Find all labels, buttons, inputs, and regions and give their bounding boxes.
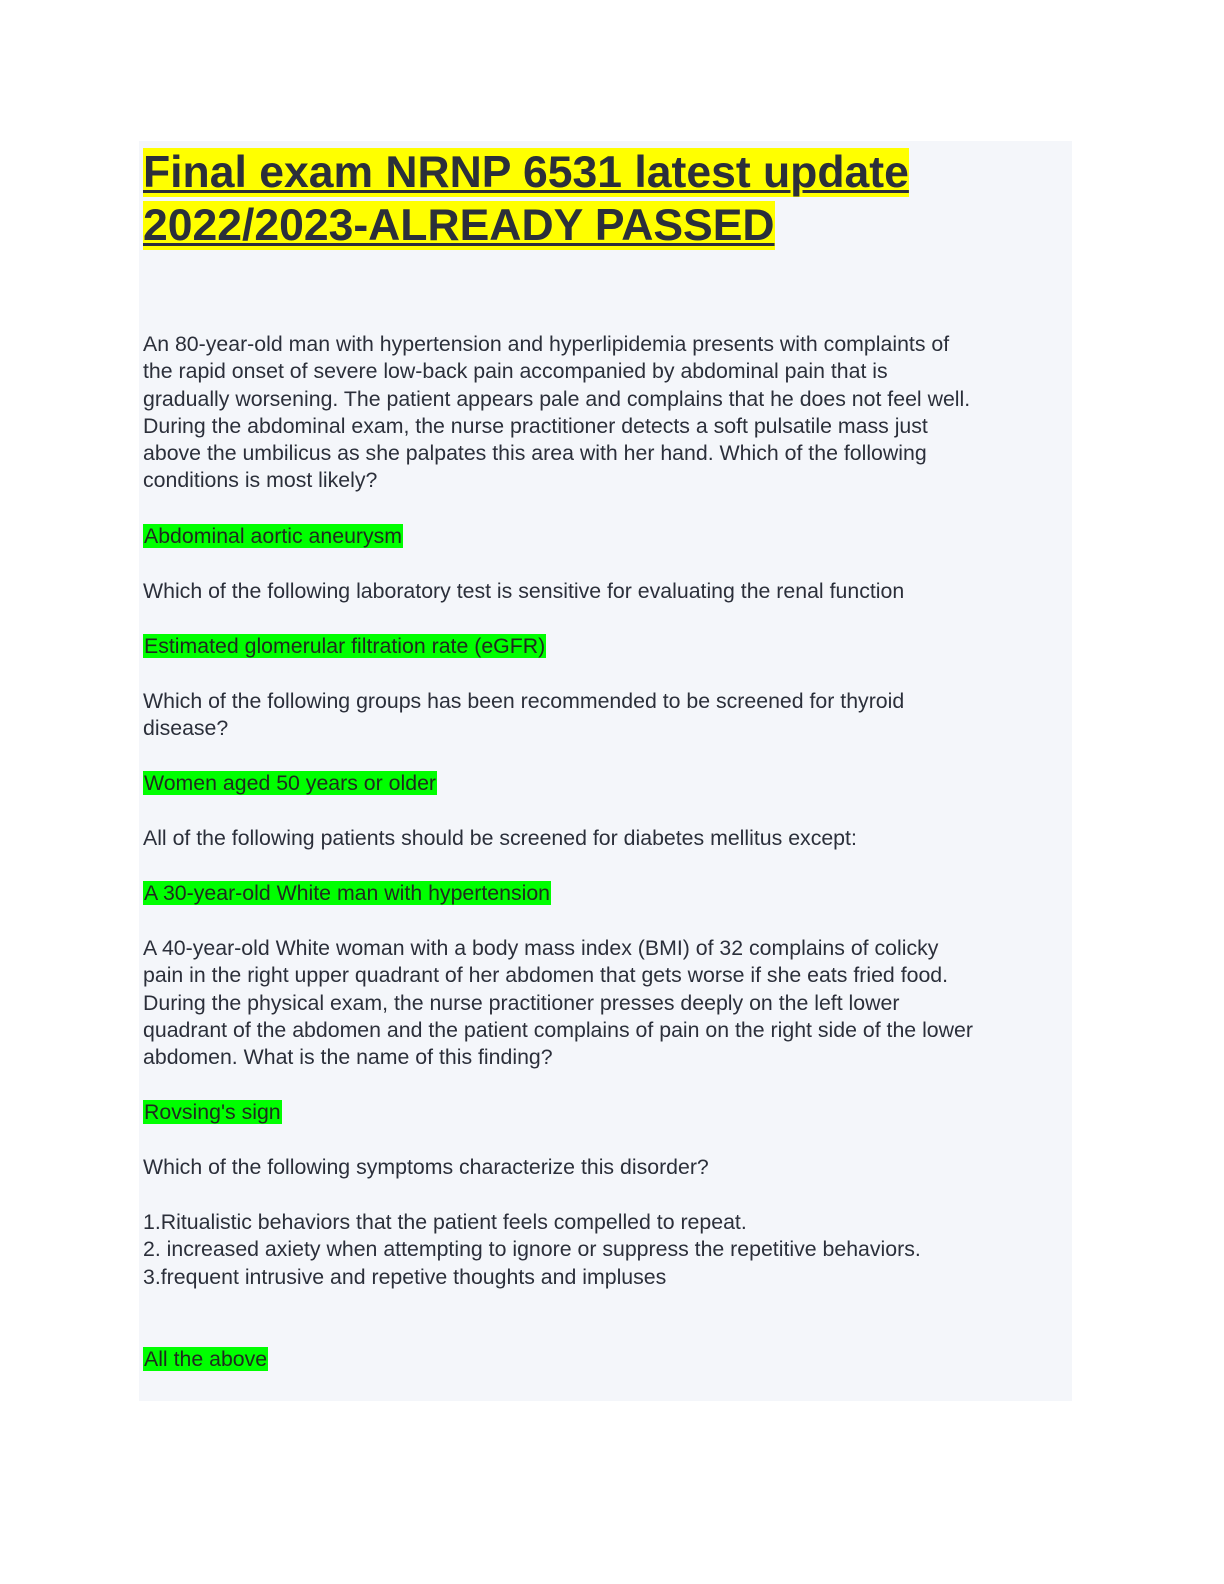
question-5-line-1: A 40-year-old White woman with a body mass index (BMI) of 32 complains of colicky	[143, 936, 939, 960]
question-2	[143, 578, 904, 605]
question-4	[143, 825, 857, 852]
question-1-line-5: above the umbilicus as she palpates this area with her hand. Which of the following	[143, 441, 927, 466]
list-item-1: 1.Ritualistic behaviors that the patient feels compelled to repeat.	[143, 1210, 747, 1234]
answer-3: Women aged 50 years or older	[144, 771, 437, 795]
question-5	[143, 935, 973, 1071]
answer-4: A 30-year-old White man with hypertension	[144, 881, 551, 905]
question-1	[143, 331, 970, 495]
question-5-line-4: quadrant of the abdomen and the patient complains of pain on the right side of the lower	[143, 1017, 973, 1042]
question-1-line-6: conditions is most likely?	[143, 468, 378, 493]
question-3-line-2: disease?	[143, 716, 229, 741]
answer-2: Estimated glomerular filtration rate (eGFR)	[144, 634, 546, 658]
answer-4-row	[143, 880, 551, 907]
question-1-line-2: the rapid onset of severe low-back pain accompanied by abdominal pain that is	[143, 359, 888, 384]
answer-3-row	[143, 770, 437, 797]
question-1-line-3: gradually worsening. The patient appears pale and complains that he does not feel well.	[143, 386, 971, 411]
list-item-3: 3.frequent intrusive and repetive thoughts and impluses	[143, 1264, 667, 1289]
question-6-line-1: Which of the following symptoms characterize this disorder?	[143, 1155, 709, 1179]
question-4-line-1: All of the following patients should be screened for diabetes mellitus except:	[143, 826, 857, 850]
question-5-line-5: abdomen. What is the name of this finding?	[143, 1045, 553, 1070]
question-2-line-1: Which of the following laboratory test is sensitive for evaluating the renal function	[143, 579, 905, 603]
question-3-line-1: Which of the following groups has been recommended to be screened for thyroid	[143, 689, 905, 713]
answer-5-row	[143, 1099, 282, 1126]
question-1-line-1: An 80-year-old man with hypertension and hyperlipidemia presents with complaints of	[143, 332, 950, 356]
answer-5: Rovsing's sign	[144, 1100, 281, 1124]
answer-6: All the above	[144, 1347, 268, 1371]
list-item-2: 2. increased axiety when attempting to ignore or suppress the repetitive behaviors.	[143, 1237, 921, 1262]
title-line-1: Final exam NRNP 6531 latest update	[143, 148, 909, 197]
answer-1: Abdominal aortic aneurysm	[144, 524, 403, 548]
question-3	[143, 688, 904, 743]
answer-6-row	[143, 1346, 268, 1373]
title-line-2: 2022/2023-ALREADY PASSED	[143, 201, 775, 250]
answer-2-row	[143, 633, 546, 660]
question-5-line-3: During the physical exam, the nurse practitioner presses deeply on the left lower	[143, 990, 900, 1015]
question-5-line-2: pain in the right upper quadrant of her abdomen that gets worse if she eats fried food.	[143, 963, 949, 988]
question-1-line-4: During the abdominal exam, the nurse practitioner detects a soft pulsatile mass just	[143, 413, 928, 438]
answer-1-row	[143, 523, 403, 550]
question-6	[143, 1154, 709, 1181]
question-6-list	[143, 1209, 921, 1291]
document-title	[143, 146, 1073, 252]
